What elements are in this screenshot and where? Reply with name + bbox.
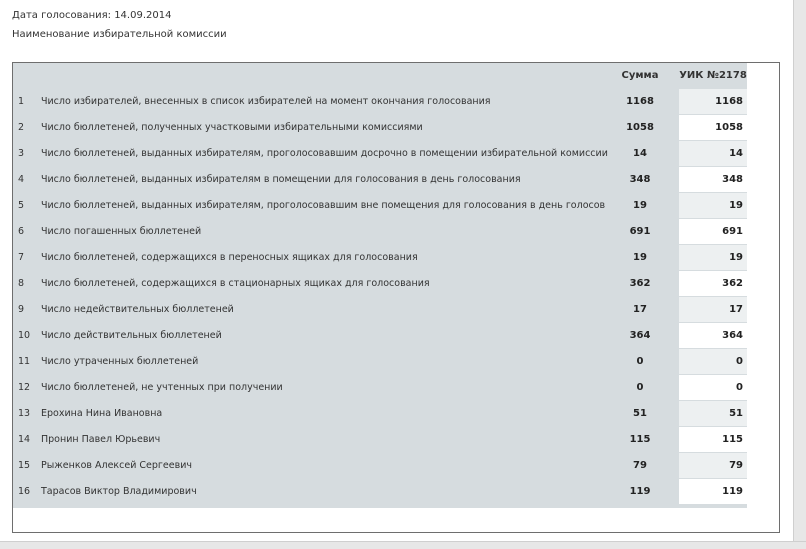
column-header-uik: УИК №2178: [679, 63, 747, 89]
row-uik-value: 364: [679, 323, 747, 349]
row-label: Число действительных бюллетеней: [41, 330, 222, 341]
table-row: [13, 167, 747, 193]
table-row: [13, 271, 747, 297]
table-row: [13, 219, 747, 245]
row-label: Число бюллетеней, полученных участковыми избирательными комиссиями: [41, 122, 423, 133]
table-row: [13, 401, 747, 427]
row-number: 3: [18, 148, 25, 159]
table-row: [13, 349, 747, 375]
row-sum-value: 19: [633, 252, 647, 263]
row-number: 4: [18, 174, 25, 185]
table-row: [13, 193, 747, 219]
row-number: 8: [18, 278, 25, 289]
row-label: Число бюллетеней, содержащихся в стационарных ящиках для голосования: [41, 278, 430, 289]
row-label: Число бюллетеней, содержащихся в переносных ящиках для голосования: [41, 252, 418, 263]
row-number: 1: [18, 96, 25, 107]
row-sum-value: 364: [629, 330, 651, 341]
row-number: 12: [18, 382, 31, 393]
row-uik-value: 0: [679, 349, 747, 375]
row-number: 15: [18, 460, 31, 471]
commission-name: Наименование избирательной комиссии: [12, 29, 227, 40]
row-sum-value: 19: [633, 200, 647, 211]
row-label: Число погашенных бюллетеней: [41, 226, 202, 237]
row-label: Тарасов Виктор Владимирович: [41, 486, 197, 497]
row-uik-value: 1058: [679, 115, 747, 141]
row-sum-value: 0: [636, 382, 644, 393]
row-label: Рыженков Алексей Сергеевич: [41, 460, 193, 471]
row-sum-value: 14: [633, 148, 647, 159]
row-sum-value: 1168: [626, 96, 654, 107]
row-number: 14: [18, 434, 31, 445]
row-sum-value: 17: [633, 304, 647, 315]
table-row: [13, 89, 747, 115]
row-label: Число бюллетеней, выданных избирателям, проголосовавшим досрочно в помещении избирательной комиссии: [41, 148, 608, 159]
row-uik-value: 79: [679, 453, 747, 479]
row-uik-value: 14: [679, 141, 747, 167]
results-table: [13, 63, 747, 508]
results-panel: [12, 62, 780, 533]
row-sum-value: 691: [629, 226, 651, 237]
row-uik-value: 19: [679, 245, 747, 271]
row-sum-value: 51: [633, 408, 647, 419]
table-row: [13, 115, 747, 141]
row-sum-value: 348: [629, 174, 651, 185]
row-label: Число недействительных бюллетеней: [41, 304, 234, 315]
row-sum-value: 1058: [626, 122, 654, 133]
row-label: Пронин Павел Юрьевич: [41, 434, 161, 445]
row-number: 13: [18, 408, 31, 419]
table-row: [13, 245, 747, 271]
table-row: [13, 141, 747, 167]
table-row: [13, 375, 747, 401]
row-label: Число бюллетеней, выданных избирателям, проголосовавшим вне помещения для голосования в день голосов: [41, 200, 606, 211]
table-row: [13, 323, 747, 349]
column-header-sum: Сумма: [621, 70, 659, 81]
row-number: 9: [18, 304, 25, 315]
row-label: Ерохина Нина Ивановна: [41, 408, 163, 419]
row-label: Число избирателей, внесенных в список избирателей на момент окончания голосования: [41, 96, 491, 107]
row-number: 6: [18, 226, 25, 237]
voting-date: Дата голосования: 14.09.2014: [12, 10, 172, 21]
table-row: [13, 479, 747, 505]
row-sum-value: 115: [629, 434, 651, 445]
row-uik-value: 1168: [679, 89, 747, 115]
row-uik-value: 115: [679, 427, 747, 453]
row-uik-value: 51: [679, 401, 747, 427]
row-number: 2: [18, 122, 25, 133]
table-row: [13, 453, 747, 479]
row-uik-value: 691: [679, 219, 747, 245]
row-sum-value: 119: [629, 486, 651, 497]
row-number: 5: [18, 200, 25, 211]
row-uik-value: 119: [679, 479, 747, 505]
row-label: Число утраченных бюллетеней: [41, 356, 199, 367]
row-number: 11: [18, 356, 31, 367]
row-uik-value: 348: [679, 167, 747, 193]
row-label: Число бюллетеней, выданных избирателям в помещении для голосования в день голосования: [41, 174, 521, 185]
row-number: 10: [18, 330, 31, 341]
window-frame-right: [793, 0, 806, 548]
row-uik-value: 19: [679, 193, 747, 219]
row-number: 7: [18, 252, 25, 263]
row-label: Число бюллетеней, не учтенных при получении: [41, 382, 283, 393]
row-sum-value: 79: [633, 460, 647, 471]
table-row: [13, 427, 747, 453]
row-number: 16: [18, 486, 31, 497]
row-uik-value: 17: [679, 297, 747, 323]
row-uik-value: 0: [679, 375, 747, 401]
row-sum-value: 0: [636, 356, 644, 367]
row-uik-value: 362: [679, 271, 747, 297]
table-row: [13, 297, 747, 323]
row-sum-value: 362: [629, 278, 651, 289]
